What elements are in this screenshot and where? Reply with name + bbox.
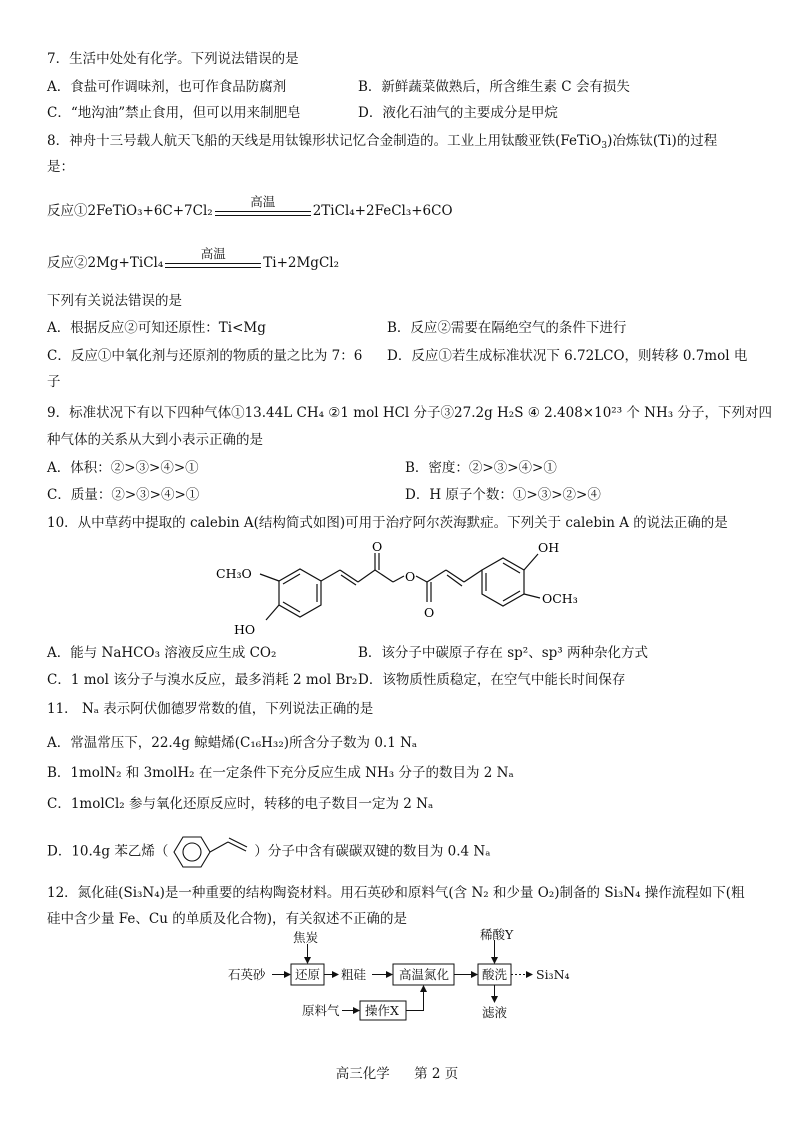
footer-subject: 高三化学 <box>335 1066 390 1082</box>
q9-option-c: C．质量：②>③>④>① <box>47 487 200 503</box>
label-ho: HO <box>234 622 256 637</box>
label-ester-o: O <box>405 569 416 584</box>
q9-option-a: A．体积：②>③>④>① <box>47 460 199 476</box>
label-ketone-o: O <box>372 539 383 554</box>
q10-stem: 10．从中草药中提取的 calebin A(结构简式如图)可用于治疗阿尔茨海默症。下列关于 calebin A 的说法正确的是 <box>47 515 728 531</box>
si3n4-flowchart <box>220 928 600 1028</box>
flow-step-operation-x: 操作X <box>365 1003 399 1018</box>
q9-stem-line1: 9．标准状况下有以下四种气体①13.44L CH₄ ②1 mol HCl 分子③27.2g H₂S ④ 2.408×10²³ 个 NH₃ 分子，下列对四 <box>47 405 772 421</box>
q8-option-d: D．反应①若生成标准状况下 6.72LCO，则转移 0.7mol 电 <box>387 348 748 364</box>
flow-coke: 焦炭 <box>293 930 319 945</box>
equal-arrow-icon: 高温 <box>163 254 263 272</box>
q8-stem-line1: 8．神舟十三号载人航天飞船的天线是用钛镍形状记忆合金制造的。工业上用钛酸亚铁(FeTiO$_3$)冶炼钛(Ti)的过程 <box>47 133 718 151</box>
flow-step-reduce: 还原 <box>295 967 321 982</box>
q9-stem-line2: 种气体的关系从大到小表示正确的是 <box>47 432 263 448</box>
q10-option-c: C．1 mol 该分子与溴水反应，最多消耗 2 mol Br₂ <box>47 672 358 688</box>
q8-question: 下列有关说法错误的是 <box>47 293 182 309</box>
q9-option-b: B．密度：②>③>④>① <box>405 460 557 476</box>
flow-step-nitride: 高温氮化 <box>399 967 450 982</box>
q11-option-b: B．1molN₂ 和 3molH₂ 在一定条件下充分反应生成 NH₃ 分子的数目为 2 Nₐ <box>47 765 514 781</box>
flow-filtrate: 滤液 <box>482 1005 508 1020</box>
label-carbonyl-o: O <box>424 605 435 620</box>
q12-stem-line1: 12．氮化硅(Si₃N₄)是一种重要的结构陶瓷材料。用石英砂和原料气(含 N₂ 和少量 O₂)制备的 Si₃N₄ 操作流程如下(粗 <box>47 885 745 901</box>
q11-option-a: A．常温常压下，22.4g 鲸蜡烯(C₁₆H₃₂)所含分子数为 0.1 Nₐ <box>47 735 418 751</box>
q11-option-d: D．10.4g 苯乙烯（ ）分子中含有碳碳双键的数目为 0.4 Nₐ <box>47 834 490 870</box>
equal-arrow-icon: 高温 <box>213 202 313 220</box>
q7-option-b: B．新鲜蔬菜做熟后，所含维生素 C 会有损失 <box>358 79 630 95</box>
q8-stem-line2: 是： <box>47 159 74 175</box>
label-och3: OCH₃ <box>542 591 578 606</box>
q8-reaction-1: 反应①2FeTiO₃+6C+7Cl₂ 高温 2TiCl₄+2FeCl₃+6CO <box>47 194 453 219</box>
q8-option-d-cont: 子 <box>47 374 61 390</box>
q11-stem: 11． Nₐ 表示阿伏伽德罗常数的值，下列说法正确的是 <box>47 701 374 717</box>
flow-quartz-sand: 石英砂 <box>228 967 266 982</box>
flow-dilute-acid: 稀酸Y <box>480 928 514 942</box>
q11-option-c: C．1molCl₂ 参与氧化还原反应时，转移的电子数目一定为 2 Nₐ <box>47 796 434 812</box>
label-ch3o: CH₃O <box>216 566 252 581</box>
q8-option-c: C．反应①中氧化剂与还原剂的物质的量之比为 7：6 <box>47 348 363 364</box>
footer-page-number: 第 2 页 <box>414 1066 459 1082</box>
q7-option-d: D．液化石油气的主要成分是甲烷 <box>358 105 558 121</box>
q10-option-a: A．能与 NaHCO₃ 溶液反应生成 CO₂ <box>47 645 277 661</box>
q7-option-c: C．“地沟油”禁止食用，但可以用来制肥皂 <box>47 105 301 121</box>
page-footer <box>0 1062 794 1082</box>
calebin-a-structure <box>200 536 600 640</box>
styrene-icon <box>168 834 254 870</box>
q7-option-a: A．食盐可作调味剂，也可作食品防腐剂 <box>47 79 287 95</box>
flow-crude-silicon: 粗硅 <box>341 967 367 982</box>
q10-option-d: D．该物质性质稳定，在空气中能长时间保存 <box>358 672 626 688</box>
label-oh: OH <box>538 540 560 555</box>
q8-reaction-2: 反应②2Mg+TiCl₄ 高温 Ti+2MgCl₂ <box>47 246 339 271</box>
flow-step-acid-wash: 酸洗 <box>482 967 508 982</box>
q12-stem-line2: 硅中含少量 Fe、Cu 的单质及化合物)，有关叙述不正确的是 <box>47 911 407 927</box>
q7-stem: 7．生活中处处有化学。下列说法错误的是 <box>47 51 299 67</box>
flow-product: Si₃N₄ <box>536 967 570 982</box>
q8-option-a: A．根据反应②可知还原性：Ti<Mg <box>47 320 266 336</box>
flow-raw-gas: 原料气 <box>302 1003 340 1018</box>
q9-option-d: D．H 原子个数：①>③>②>④ <box>405 487 601 503</box>
q8-option-b: B．反应②需要在隔绝空气的条件下进行 <box>387 320 627 336</box>
q10-option-b: B．该分子中碳原子存在 sp²、sp³ 两种杂化方式 <box>358 645 648 661</box>
